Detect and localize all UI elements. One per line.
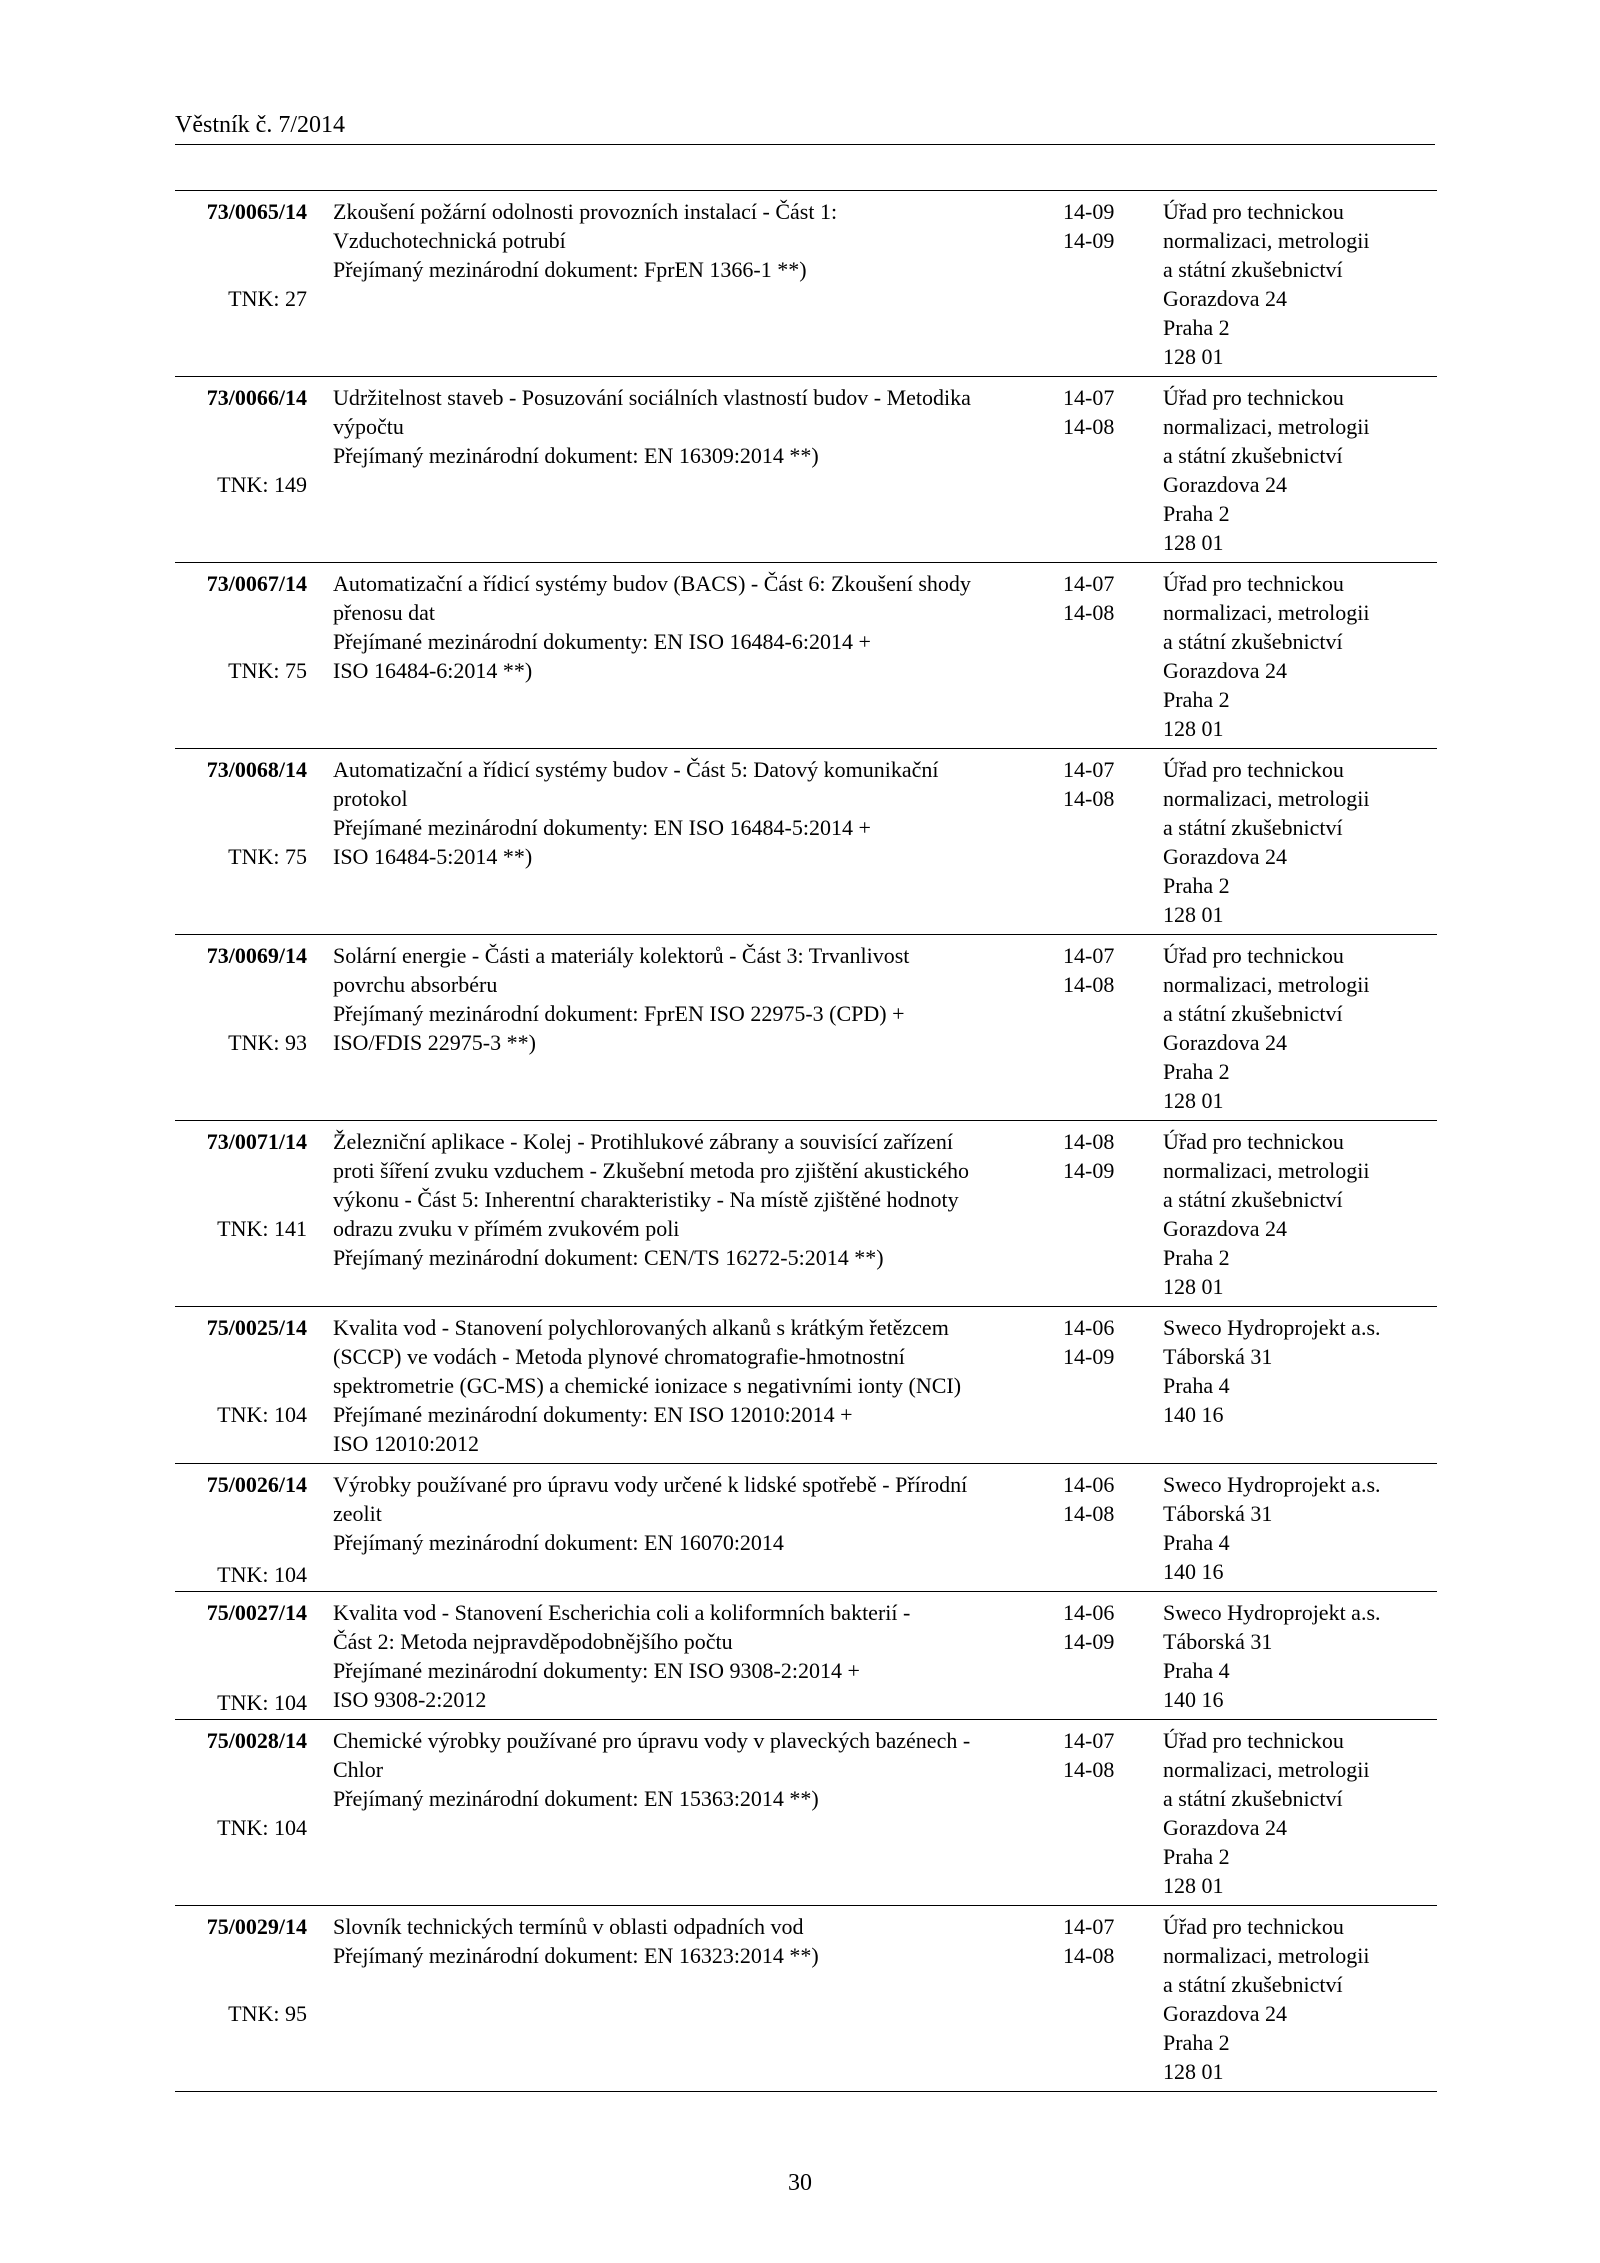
entry-address-line: Praha 4 (1163, 1530, 1230, 1555)
entry-title-line: Udržitelnost staveb - Posuzování sociálních vlastností budov - Metodika (333, 385, 971, 410)
entry-title-line: Slovník technických termínů v oblasti odpadních vod (333, 1914, 804, 1939)
entry-date: 14-07 (1063, 571, 1115, 596)
entry-address-line: Praha 2 (1163, 1059, 1230, 1084)
entry-title-line: (SCCP) ve vodách - Metoda plynové chromatografie-hmotnostní (333, 1344, 905, 1369)
entry-address-line: Gorazdova 24 (1163, 658, 1288, 683)
standards-list (175, 190, 1437, 2092)
entry-tnk: TNK: 104 (217, 1815, 307, 1840)
entry-title-line: výkonu - Část 5: Inherentní charakteristiky - Na místě zjištěné hodnoty (333, 1187, 959, 1212)
entry-title-line: Solární energie - Části a materiály kolektorů - Část 3: Trvanlivost (333, 943, 910, 968)
entry-address-line: Táborská 31 (1163, 1344, 1273, 1369)
entry-title-line: ISO/FDIS 22975-3 **) (333, 1030, 536, 1055)
entry-title-line: Kvalita vod - Stanovení Escherichia coli a koliformních bakterií - (333, 1600, 911, 1625)
entry-id-column (175, 1912, 307, 2089)
entry-title-line: Chlor (333, 1757, 384, 1782)
entry-address (1163, 1726, 1433, 1900)
entry-title-line: Přejímaný mezinárodní dokument: EN 16070:2014 (333, 1530, 784, 1555)
entry-address-line: Úřad pro technickou (1163, 943, 1344, 968)
entry-title-line: Přejímané mezinárodní dokumenty: EN ISO 16484-6:2014 + (333, 629, 871, 654)
entry-title-line: Přejímaný mezinárodní dokument: EN 16309:2014 **) (333, 443, 819, 468)
entry-dates (1063, 1912, 1133, 1970)
entry-row (175, 563, 1437, 749)
entry-date: 14-06 (1063, 1315, 1115, 1340)
entry-code: 75/0026/14 (206, 1472, 307, 1497)
entry-address-line: a státní zkušebnictví (1163, 1001, 1343, 1026)
entry-title (333, 1470, 1023, 1557)
entry-title (333, 1127, 1023, 1272)
entry-date: 14-08 (1063, 1501, 1115, 1526)
entry-dates (1063, 1598, 1133, 1656)
entry-address-line: normalizaci, metrologii (1163, 600, 1370, 625)
entry-code: 75/0028/14 (206, 1728, 307, 1753)
entry-tnk: TNK: 104 (217, 1402, 307, 1427)
entry-id-column (175, 383, 307, 560)
entry-dates (1063, 197, 1133, 255)
entry-title-line: spektrometrie (GC-MS) a chemické ionizace s negativními ionty (NCI) (333, 1373, 962, 1398)
entry-address-line: Gorazdova 24 (1163, 472, 1288, 497)
entry-address-line: 128 01 (1163, 902, 1224, 927)
entry-address (1163, 1313, 1433, 1429)
entry-date: 14-09 (1063, 1158, 1115, 1183)
entry-dates (1063, 569, 1133, 627)
entry-date: 14-08 (1063, 786, 1115, 811)
entry-title-line: Přejímaný mezinárodní dokument: FprEN 1366-1 **) (333, 257, 807, 282)
entry-address-line: Táborská 31 (1163, 1629, 1273, 1654)
entry-address (1163, 569, 1433, 743)
entry-tnk: TNK: 141 (217, 1216, 307, 1241)
entry-title-line: přenosu dat (333, 600, 436, 625)
entry-title-line: výpočtu (333, 414, 404, 439)
entry-code: 75/0025/14 (206, 1315, 307, 1340)
entry-address-line: Úřad pro technickou (1163, 1129, 1344, 1154)
entry-address (1163, 1912, 1433, 2086)
entry-address-line: Praha 2 (1163, 2030, 1230, 2055)
entry-address-line: 128 01 (1163, 1873, 1224, 1898)
entry-title-line: Automatizační a řídicí systémy budov (BACS) - Část 6: Zkoušení shody (333, 571, 971, 596)
entry-address-line: a státní zkušebnictví (1163, 1187, 1343, 1212)
entry-address-line: Úřad pro technickou (1163, 199, 1344, 224)
entry-row (175, 1307, 1437, 1464)
entry-id-column (175, 755, 307, 932)
entry-code: 73/0065/14 (206, 199, 307, 224)
entry-date: 14-06 (1063, 1600, 1115, 1625)
entry-title-line: zeolit (333, 1501, 382, 1526)
entry-address-line: a státní zkušebnictví (1163, 629, 1343, 654)
entry-date: 14-07 (1063, 1728, 1115, 1753)
entry-date: 14-07 (1063, 943, 1115, 968)
entry-address-line: a státní zkušebnictví (1163, 257, 1343, 282)
entry-id-column (175, 1313, 307, 1461)
entry-id-column (175, 1127, 307, 1304)
entry-title (333, 1313, 1023, 1458)
entry-address-line: Úřad pro technickou (1163, 571, 1344, 596)
entry-address-line: Praha 2 (1163, 687, 1230, 712)
entry-address-line: 128 01 (1163, 1274, 1224, 1299)
entry-address-line: normalizaci, metrologii (1163, 972, 1370, 997)
entry-date: 14-09 (1063, 1629, 1115, 1654)
entry-title-line: Vzduchotechnická potrubí (333, 228, 566, 253)
entry-id-column (175, 1470, 307, 1589)
entry-address-line: Praha 2 (1163, 501, 1230, 526)
entry-title-line: Přejímané mezinárodní dokumenty: EN ISO 9308-2:2014 + (333, 1658, 860, 1683)
entry-row (175, 377, 1437, 563)
entry-date: 14-09 (1063, 199, 1115, 224)
entry-address (1163, 941, 1433, 1115)
entry-title-line: Železniční aplikace - Kolej - Protihlukové zábrany a souvisící zařízení (333, 1129, 954, 1154)
entry-address (1163, 1470, 1433, 1586)
entry-title (333, 569, 1023, 685)
entry-address-line: normalizaci, metrologii (1163, 414, 1370, 439)
entry-title (333, 1598, 1023, 1714)
entry-address-line: 140 16 (1163, 1559, 1224, 1584)
entry-date: 14-08 (1063, 1757, 1115, 1782)
entry-tnk: TNK: 75 (228, 658, 307, 683)
entry-code: 73/0067/14 (206, 571, 307, 596)
entry-id-column (175, 197, 307, 374)
entry-address-line: Gorazdova 24 (1163, 844, 1288, 869)
entry-dates (1063, 941, 1133, 999)
entry-address-line: a státní zkušebnictví (1163, 443, 1343, 468)
entry-dates (1063, 1127, 1133, 1185)
entry-date: 14-07 (1063, 385, 1115, 410)
entry-address-line: 128 01 (1163, 1088, 1224, 1113)
entry-date: 14-08 (1063, 1129, 1115, 1154)
entry-title-line: ISO 16484-6:2014 **) (333, 658, 533, 683)
entry-dates (1063, 1313, 1133, 1371)
entry-address-line: Praha 2 (1163, 1844, 1230, 1869)
entry-dates (1063, 383, 1133, 441)
entry-code: 73/0066/14 (206, 385, 307, 410)
entry-title-line: Zkoušení požární odolnosti provozních instalací - Část 1: (333, 199, 838, 224)
entry-title-line: Automatizační a řídicí systémy budov - Část 5: Datový komunikační (333, 757, 939, 782)
entry-tnk: TNK: 75 (228, 844, 307, 869)
entry-date: 14-09 (1063, 1344, 1115, 1369)
entry-address (1163, 755, 1433, 929)
entry-title-line: protokol (333, 786, 408, 811)
entry-address-line: Sweco Hydroprojekt a.s. (1163, 1472, 1381, 1497)
entry-title-line: Přejímaný mezinárodní dokument: EN 16323:2014 **) (333, 1943, 819, 1968)
entry-code: 73/0071/14 (206, 1129, 307, 1154)
entry-address-line: Úřad pro technickou (1163, 1914, 1344, 1939)
entry-title-line: ISO 12010:2012 (333, 1431, 480, 1456)
entry-title-line: Přejímaný mezinárodní dokument: FprEN ISO 22975-3 (CPD) + (333, 1001, 905, 1026)
entry-row (175, 1592, 1437, 1720)
entry-address-line: normalizaci, metrologii (1163, 1158, 1370, 1183)
entry-tnk: TNK: 95 (228, 2001, 307, 2026)
entry-address-line: 128 01 (1163, 2059, 1224, 2084)
entry-code: 75/0027/14 (206, 1600, 307, 1625)
entry-row (175, 1906, 1437, 2092)
entry-address-line: normalizaci, metrologii (1163, 786, 1370, 811)
entry-dates (1063, 755, 1133, 813)
entry-address-line: Sweco Hydroprojekt a.s. (1163, 1315, 1381, 1340)
page-number: 30 (788, 2170, 812, 2196)
entry-tnk: TNK: 104 (217, 1562, 307, 1587)
entry-title-line: povrchu absorbéru (333, 972, 498, 997)
entry-address-line: Gorazdova 24 (1163, 286, 1288, 311)
entry-tnk: TNK: 104 (217, 1690, 307, 1715)
entry-address-line: a státní zkušebnictví (1163, 1786, 1343, 1811)
entry-row (175, 1121, 1437, 1307)
entry-address-line: Gorazdova 24 (1163, 2001, 1288, 2026)
entry-title-line: ISO 9308-2:2012 (333, 1687, 487, 1712)
entry-address (1163, 383, 1433, 557)
entry-row (175, 935, 1437, 1121)
entry-tnk: TNK: 93 (228, 1030, 307, 1055)
entry-address-line: Praha 2 (1163, 873, 1230, 898)
entry-title (333, 755, 1023, 871)
entry-date: 14-08 (1063, 1943, 1115, 1968)
entry-row (175, 1464, 1437, 1592)
entry-address-line: Táborská 31 (1163, 1501, 1273, 1526)
entry-address-line: normalizaci, metrologii (1163, 1757, 1370, 1782)
entry-title-line: Přejímané mezinárodní dokumenty: EN ISO 16484-5:2014 + (333, 815, 871, 840)
entry-dates (1063, 1470, 1133, 1528)
entry-address-line: 128 01 (1163, 344, 1224, 369)
entry-row (175, 191, 1437, 377)
entry-address-line: 140 16 (1163, 1402, 1224, 1427)
entry-address-line: Úřad pro technickou (1163, 757, 1344, 782)
entry-title-line: Výrobky používané pro úpravu vody určené k lidské spotřebě - Přírodní (333, 1472, 968, 1497)
entry-address-line: Praha 2 (1163, 315, 1230, 340)
entry-address-line: a státní zkušebnictví (1163, 1972, 1343, 1997)
entry-title-line: Chemické výrobky používané pro úpravu vody v plaveckých bazénech - (333, 1728, 971, 1753)
entry-address-line: normalizaci, metrologii (1163, 1943, 1370, 1968)
entry-title (333, 1726, 1023, 1813)
entry-date: 14-09 (1063, 228, 1115, 253)
entry-date: 14-08 (1063, 600, 1115, 625)
entry-id-column (175, 1598, 307, 1717)
entry-row (175, 1720, 1437, 1906)
entry-address-line: normalizaci, metrologii (1163, 228, 1370, 253)
entry-title (333, 197, 1023, 284)
entry-address (1163, 197, 1433, 371)
entry-row (175, 749, 1437, 935)
entry-date: 14-06 (1063, 1472, 1115, 1497)
entry-date: 14-07 (1063, 757, 1115, 782)
entry-title-line: Část 2: Metoda nejpravděpodobnějšího počtu (333, 1629, 733, 1654)
entry-code: 73/0069/14 (206, 943, 307, 968)
entry-address-line: Praha 4 (1163, 1373, 1230, 1398)
entry-address-line: Gorazdova 24 (1163, 1216, 1288, 1241)
entry-title-line: Přejímaný mezinárodní dokument: EN 15363:2014 **) (333, 1786, 819, 1811)
entry-dates (1063, 1726, 1133, 1784)
entry-id-column (175, 569, 307, 746)
entry-title-line: ISO 16484-5:2014 **) (333, 844, 533, 869)
entry-date: 14-08 (1063, 972, 1115, 997)
entry-date: 14-08 (1063, 414, 1115, 439)
entry-address-line: Sweco Hydroprojekt a.s. (1163, 1600, 1381, 1625)
entry-title (333, 383, 1023, 470)
entry-title (333, 1912, 1023, 1970)
entry-address (1163, 1598, 1433, 1714)
entry-id-column (175, 941, 307, 1118)
entry-code: 73/0068/14 (206, 757, 307, 782)
entry-title-line: proti šíření zvuku vzduchem - Zkušební metoda pro zjištění akustického (333, 1158, 970, 1183)
entry-address-line: 128 01 (1163, 530, 1224, 555)
journal-header (175, 110, 1435, 145)
entry-code: 75/0029/14 (206, 1914, 307, 1939)
entry-date: 14-07 (1063, 1914, 1115, 1939)
entry-address-line: Úřad pro technickou (1163, 1728, 1344, 1753)
entry-address-line: 128 01 (1163, 716, 1224, 741)
entry-address-line: Úřad pro technickou (1163, 385, 1344, 410)
entry-address-line: Praha 4 (1163, 1658, 1230, 1683)
entry-id-column (175, 1726, 307, 1903)
entry-tnk: TNK: 149 (217, 472, 307, 497)
journal-title: Věstník č. 7/2014 (175, 112, 345, 138)
entry-title (333, 941, 1023, 1057)
entry-address (1163, 1127, 1433, 1301)
entry-title-line: Přejímaný mezinárodní dokument: CEN/TS 16272-5:2014 **) (333, 1245, 884, 1270)
entry-title-line: odrazu zvuku v přímém zvukovém poli (333, 1216, 680, 1241)
entry-address-line: Gorazdova 24 (1163, 1030, 1288, 1055)
entry-address-line: Gorazdova 24 (1163, 1815, 1288, 1840)
entry-title-line: Přejímané mezinárodní dokumenty: EN ISO 12010:2014 + (333, 1402, 853, 1427)
entry-title-line: Kvalita vod - Stanovení polychlorovaných alkanů s krátkým řetězcem (333, 1315, 949, 1340)
entry-address-line: 140 16 (1163, 1687, 1224, 1712)
entry-tnk: TNK: 27 (228, 286, 307, 311)
entry-address-line: a státní zkušebnictví (1163, 815, 1343, 840)
entry-address-line: Praha 2 (1163, 1245, 1230, 1270)
